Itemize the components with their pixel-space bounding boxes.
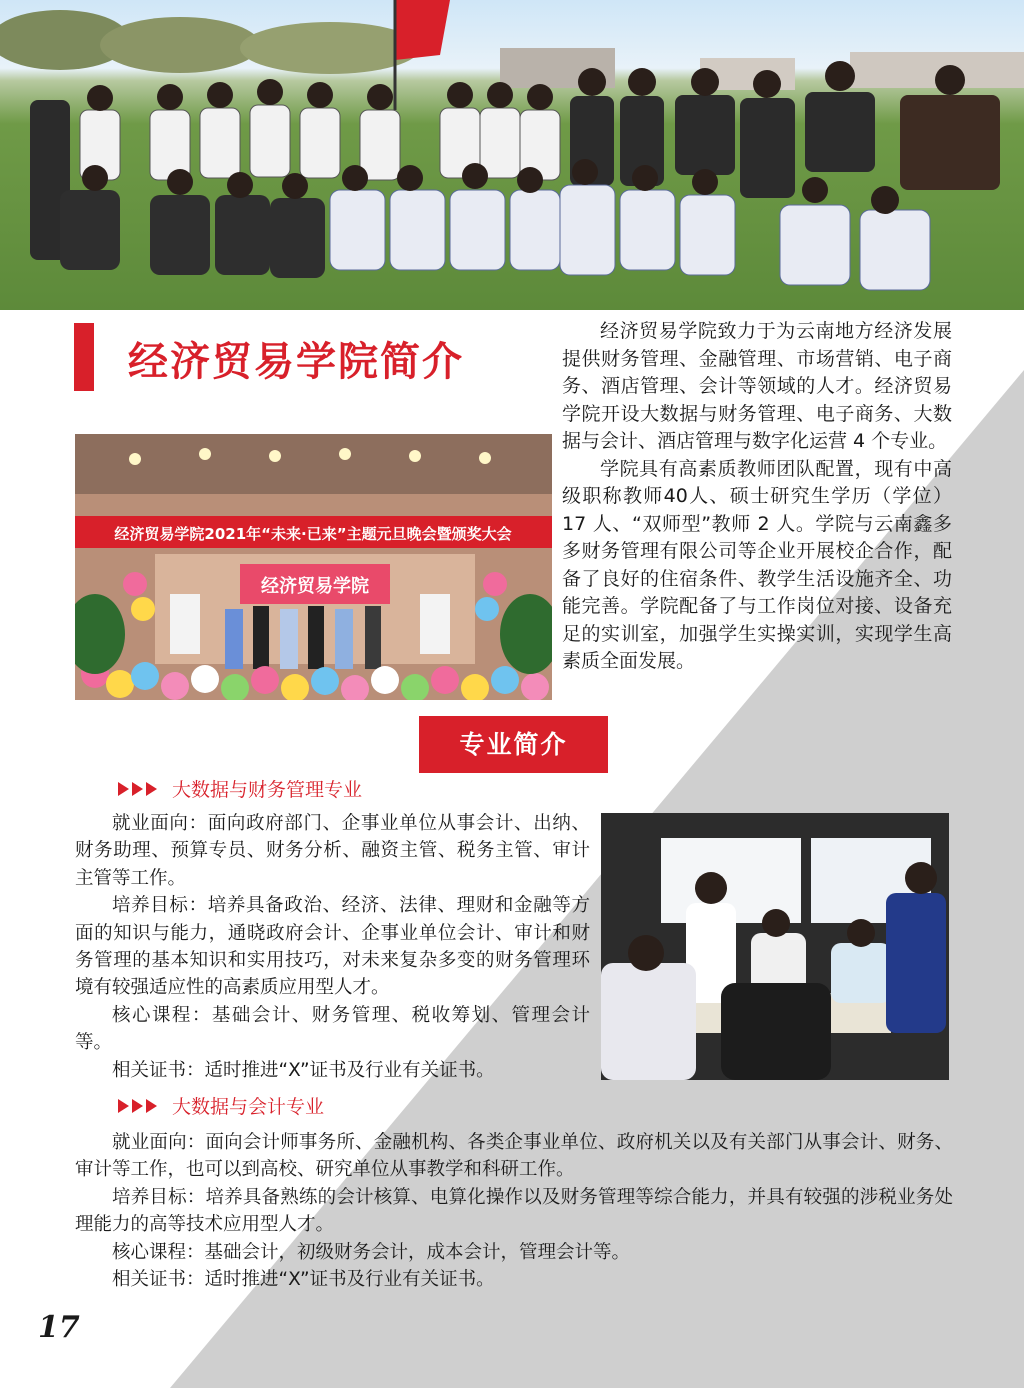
major-paragraph: 核心课程：基础会计、财务管理、税收筹划、管理会计等。 (75, 1004, 590, 1054)
major-paragraph: 就业面向：面向会计师事务所、金融机构、各类企事业单位、政府机关以及有关部门从事会计、财务、审计等工作，也可以到高校、研究单位从事教学和科研工作。 (75, 1132, 953, 1181)
page-number: 17 (38, 1310, 80, 1345)
major-paragraph: 就业面向：面向政府部门、企事业单位从事会计、出纳、财务助理、预算专员、财务分析、融资主管、税务主管、审计主管等工作。 (75, 813, 590, 889)
intro-paragraph: 学院具有高素质教师团队配置，现有中高级职称教师40人、硕士研究生学历（学位）17 人、“双师型”教师 2 人。学院与云南鑫多多财务管理有限公司等企业开展校企合作，配备了良好的住宿条件、教学生活设施齐全、功能完善。学院配备了与工作岗位对接、设备充足的实训室，加强学生实操实训，实现学生高素质全面发展。 (562, 457, 952, 672)
section-header-majors: 专业简介 (419, 716, 608, 773)
major-heading (118, 1092, 324, 1119)
major-paragraph: 核心课程：基础会计，初级财务会计，成本会计，管理会计等。 (112, 1241, 631, 1263)
team-photo-illustration (0, 0, 1024, 310)
gala-stage-sign: 经济贸易学院 (261, 576, 369, 597)
major-name: 大数据与财务管理专业 (172, 779, 363, 801)
major-paragraph: 相关证书：适时推进“X”证书及行业有关证书。 (112, 1059, 495, 1081)
gala-banner-text: 经济贸易学院2021年“未来·已来”主题元旦晚会暨颁奖大会 (114, 525, 512, 543)
gala-photo-illustration (75, 434, 552, 700)
gala-photo (75, 434, 552, 700)
major-description (75, 1129, 953, 1293)
major-description (75, 810, 590, 1084)
page-title: 经济贸易学院简介 (128, 339, 464, 385)
major-heading (118, 775, 362, 802)
major-name: 大数据与会计专业 (172, 1096, 325, 1118)
triple-arrow-icon (118, 782, 160, 796)
college-intro (562, 318, 952, 676)
classroom-photo (601, 813, 949, 1080)
major-paragraph: 培养目标：培养具备政治、经济、法律、理财和金融等方面的知识与能力，通晓政府会计、企事业单位会计、审计和财务管理的基本知识和实用技巧，对未来复杂多变的财务管理环境有较强适应性的高素质应用型人才。 (75, 895, 590, 999)
major-paragraph: 相关证书：适时推进“X”证书及行业有关证书。 (112, 1269, 495, 1291)
top-team-photo (0, 0, 1024, 310)
title-accent-bar (74, 323, 94, 391)
classroom-photo-illustration (601, 813, 949, 1080)
intro-paragraph: 经济贸易学院致力于为云南地方经济发展提供财务管理、金融管理、市场营销、电子商务、酒店管理、会计等领域的人才。经济贸易学院开设大数据与财务管理、电子商务、大数据与会计、酒店管理与数字化运营 4 个专业。 (562, 320, 952, 452)
major-paragraph: 培养目标：培养具备熟练的会计核算、电算化操作以及财务管理等综合能力，并具有较强的涉税业务处理能力的高等技术应用型人才。 (75, 1186, 953, 1236)
triple-arrow-icon (118, 1099, 160, 1113)
